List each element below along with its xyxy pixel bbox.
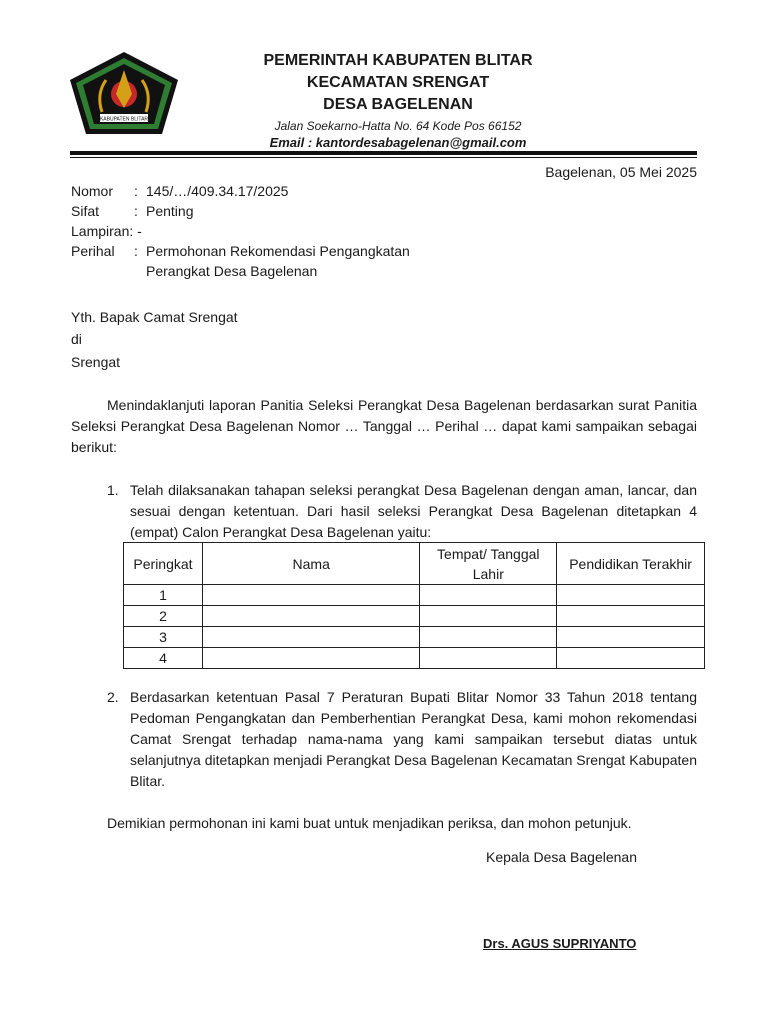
header-rank: Peringkat bbox=[124, 543, 203, 585]
name-cell bbox=[202, 627, 419, 648]
lampiran-line: Lampiran: - bbox=[71, 223, 142, 239]
perihal-value-line1: Permohonan Rekomendasi Pengangkatan bbox=[146, 243, 410, 259]
header-education: Pendidikan Terakhir bbox=[557, 543, 705, 585]
sifat-value: Penting bbox=[146, 203, 194, 219]
birth-cell bbox=[420, 627, 557, 648]
letter-date: Bagelenan, 05 Mei 2025 bbox=[545, 164, 697, 180]
rank-cell: 4 bbox=[124, 648, 203, 669]
birth-cell bbox=[420, 648, 557, 669]
letterhead-email: Email : kantordesabagelenan@gmail.com bbox=[269, 135, 527, 150]
recipient-di: di bbox=[71, 331, 82, 347]
opening-paragraph: Menindaklanjuti laporan Panitia Seleksi Perangkat Desa Bagelenan berdasarkan surat Panitia Seleksi Perangkat Desa Bagelenan Nomor … Tanggal … Perihal … dapat kami sampaikan sebagai berikut: bbox=[71, 397, 697, 455]
education-cell bbox=[557, 627, 705, 648]
item-1-number: 1. bbox=[107, 482, 119, 498]
letterhead-divider-thick bbox=[70, 151, 697, 155]
nomor-colon: : bbox=[134, 183, 138, 199]
table-row bbox=[124, 648, 705, 669]
name-cell bbox=[202, 648, 419, 669]
closing-sentence: Demikian permohonan ini kami buat untuk menjadikan periksa, dan mohon petunjuk. bbox=[107, 815, 632, 831]
table-row bbox=[124, 585, 705, 606]
regency-emblem-logo bbox=[66, 50, 182, 136]
nomor-label: Nomor bbox=[71, 183, 114, 199]
item-2-text: Berdasarkan ketentuan Pasal 7 Peraturan Bupati Blitar Nomor 33 Tahun 2018 tentang Pedoman Pengangkatan dan Pemberhentian Perangkat Desa, kami mohon rekomendasi Camat Srengat terhadap nama-nama yang kami sampaikan tersebut diatas untuk selanjutnya ditetapkan menjadi Perangkat Desa Bagelenan Kecamatan Srengat Kabupaten Blitar. bbox=[130, 689, 697, 789]
name-cell bbox=[202, 585, 419, 606]
education-cell bbox=[557, 585, 705, 606]
name-cell bbox=[202, 606, 419, 627]
item-2-number: 2. bbox=[107, 689, 119, 705]
birth-cell bbox=[420, 606, 557, 627]
perihal-value-line2: Perangkat Desa Bagelenan bbox=[146, 263, 318, 279]
letterhead-divider-thin bbox=[70, 157, 697, 158]
sifat-label: Sifat bbox=[71, 203, 100, 219]
perihal-label: Perihal bbox=[71, 243, 115, 259]
education-cell bbox=[557, 606, 705, 627]
letterhead-district: KECAMATAN SRENGAT bbox=[306, 74, 490, 91]
perihal-colon: : bbox=[134, 243, 138, 259]
table-row bbox=[124, 606, 705, 627]
birth-cell bbox=[420, 585, 557, 606]
signature-name: Drs. AGUS SUPRIYANTO bbox=[483, 936, 637, 951]
header-birth: Tempat/ Tanggal Lahir bbox=[420, 543, 557, 585]
rank-cell: 1 bbox=[124, 585, 203, 606]
letterhead-government: PEMERINTAH KABUPATEN BLITAR bbox=[263, 52, 533, 69]
candidate-table bbox=[123, 542, 705, 669]
education-cell bbox=[557, 648, 705, 669]
header-name: Nama bbox=[202, 543, 419, 585]
rank-cell: 2 bbox=[124, 606, 203, 627]
signature-title: Kepala Desa Bagelenan bbox=[486, 849, 638, 865]
letterhead-village: DESA BAGELENAN bbox=[323, 96, 473, 113]
recipient-name: Yth. Bapak Camat Srengat bbox=[71, 309, 238, 325]
letterhead bbox=[200, 50, 596, 151]
rank-cell: 3 bbox=[124, 627, 203, 648]
sifat-colon: : bbox=[134, 203, 138, 219]
letterhead-address: Jalan Soekarno-Hatta No. 64 Kode Pos 66152 bbox=[274, 119, 522, 133]
recipient-place: Srengat bbox=[71, 354, 121, 370]
table-row bbox=[124, 627, 705, 648]
item-1-text: Telah dilaksanakan tahapan seleksi perangkat Desa Bagelenan dengan aman, lancar, dan sesuai dengan ketentuan. Dari hasil seleksi Perangkat Desa Bagelenan ditetapkan 4 (empat) Calon Perangkat Desa Bagelenan yaitu: bbox=[130, 482, 697, 540]
table-header-row bbox=[124, 543, 705, 585]
logo-text: KABUPATEN BLITAR bbox=[99, 116, 149, 123]
nomor-value: 145/…/409.34.17/2025 bbox=[146, 183, 289, 199]
